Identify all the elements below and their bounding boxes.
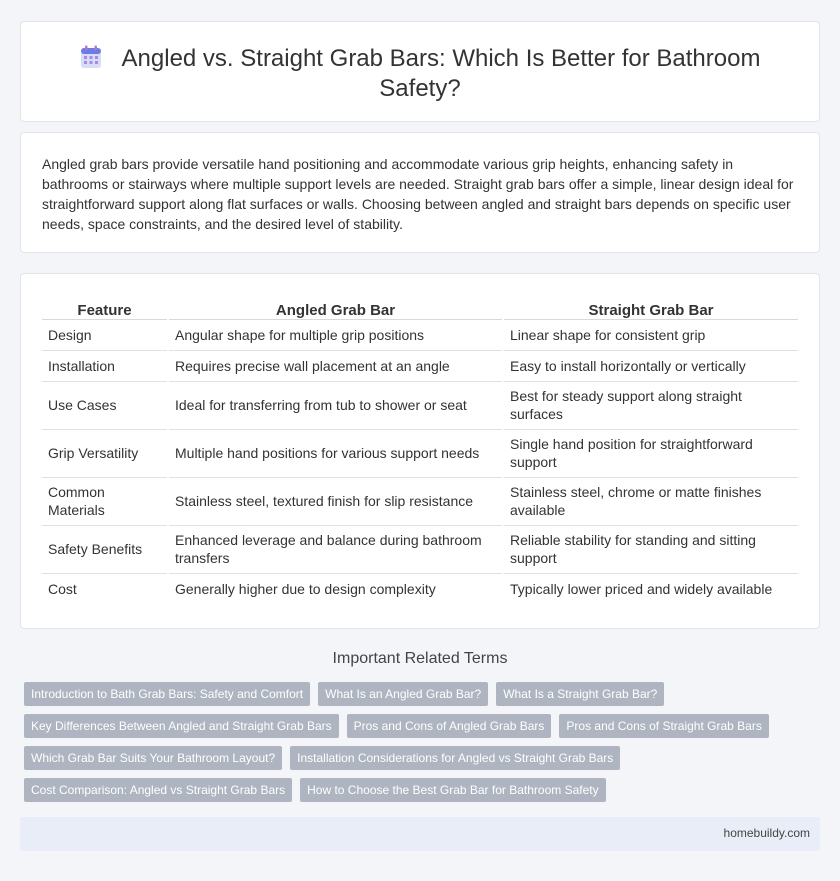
- comparison-card: [20, 273, 820, 629]
- header-straight: Straight Grab Bar: [503, 297, 798, 319]
- tag-row: [24, 682, 824, 706]
- cell-straight: Linear shape for consistent grip: [503, 319, 798, 350]
- cell-straight: Single hand position for straightforward support: [503, 429, 798, 477]
- intro-card: [20, 132, 820, 253]
- related-tag[interactable]: Cost Comparison: Angled vs Straight Grab Bars: [24, 778, 292, 802]
- footer-site[interactable]: homebuildy.com: [723, 826, 810, 840]
- related-tag[interactable]: Pros and Cons of Straight Grab Bars: [559, 714, 768, 738]
- cell-straight: Easy to install horizontally or vertically: [503, 350, 798, 381]
- calendar-icon: [80, 45, 102, 69]
- cell-feature: Safety Benefits: [42, 525, 168, 573]
- related-terms-title: Important Related Terms: [332, 650, 508, 667]
- tag-row: [24, 746, 824, 770]
- cell-straight: Best for steady support along straight surfaces: [503, 381, 798, 429]
- cell-feature: Grip Versatility: [42, 429, 168, 477]
- cell-angled: Generally higher due to design complexity: [168, 573, 503, 604]
- header-angled: Angled Grab Bar: [168, 297, 503, 319]
- cell-angled: Ideal for transferring from tub to shower or seat: [168, 381, 503, 429]
- table-row: [42, 319, 798, 350]
- footer: [20, 817, 820, 851]
- cell-feature: Installation: [42, 350, 168, 381]
- cell-angled: Enhanced leverage and balance during bathroom transfers: [168, 525, 503, 573]
- cell-straight: Reliable stability for standing and sitting support: [503, 525, 798, 573]
- cell-feature: Use Cases: [42, 381, 168, 429]
- cell-angled: Stainless steel, textured finish for slip resistance: [168, 477, 503, 525]
- related-tag[interactable]: How to Choose the Best Grab Bar for Bathroom Safety: [300, 778, 605, 802]
- table-row: [42, 381, 798, 429]
- related-tag[interactable]: Introduction to Bath Grab Bars: Safety and Comfort: [24, 682, 310, 706]
- tag-row: [24, 714, 824, 738]
- intro-paragraph: Angled grab bars provide versatile hand positioning and accommodate various grip heights, enhancing safety in bathrooms or stairways where multiple support levels are needed. Straight grab bars offer a simple, linear design ideal for straightforward support along flat surfaces or walls. Choosing between angled and straight bars depends on specific user needs, space constraints, and the desired level of stability.: [42, 156, 794, 232]
- table-row: [42, 477, 798, 525]
- related-tag[interactable]: Which Grab Bar Suits Your Bathroom Layout?: [24, 746, 282, 770]
- table-row: [42, 573, 798, 604]
- header-card: [20, 21, 820, 122]
- related-tag[interactable]: Pros and Cons of Angled Grab Bars: [347, 714, 552, 738]
- cell-angled: Requires precise wall placement at an angle: [168, 350, 503, 381]
- tag-row: [24, 778, 824, 802]
- cell-angled: Multiple hand positions for various support needs: [168, 429, 503, 477]
- header-feature: Feature: [42, 297, 168, 319]
- related-tag[interactable]: Key Differences Between Angled and Straight Grab Bars: [24, 714, 339, 738]
- table-row: [42, 429, 798, 477]
- table-header-row: [42, 297, 798, 319]
- cell-angled: Angular shape for multiple grip positions: [168, 319, 503, 350]
- cell-straight: Typically lower priced and widely available: [503, 573, 798, 604]
- comparison-table: [42, 297, 798, 604]
- cell-feature: Common Materials: [42, 477, 168, 525]
- related-terms-list: [24, 682, 824, 810]
- page-title: Angled vs. Straight Grab Bars: Which Is Better for Bathroom Safety?: [121, 45, 761, 102]
- table-row: [42, 525, 798, 573]
- page-title-wrap: [21, 44, 819, 104]
- cell-feature: Cost: [48, 580, 77, 597]
- cell-feature: Design: [42, 319, 168, 350]
- related-tag[interactable]: What Is a Straight Grab Bar?: [496, 682, 664, 706]
- table-row: [42, 350, 798, 381]
- cell-straight: Stainless steel, chrome or matte finishes available: [503, 477, 798, 525]
- related-tag[interactable]: What Is an Angled Grab Bar?: [318, 682, 488, 706]
- related-tag[interactable]: Installation Considerations for Angled vs Straight Grab Bars: [290, 746, 620, 770]
